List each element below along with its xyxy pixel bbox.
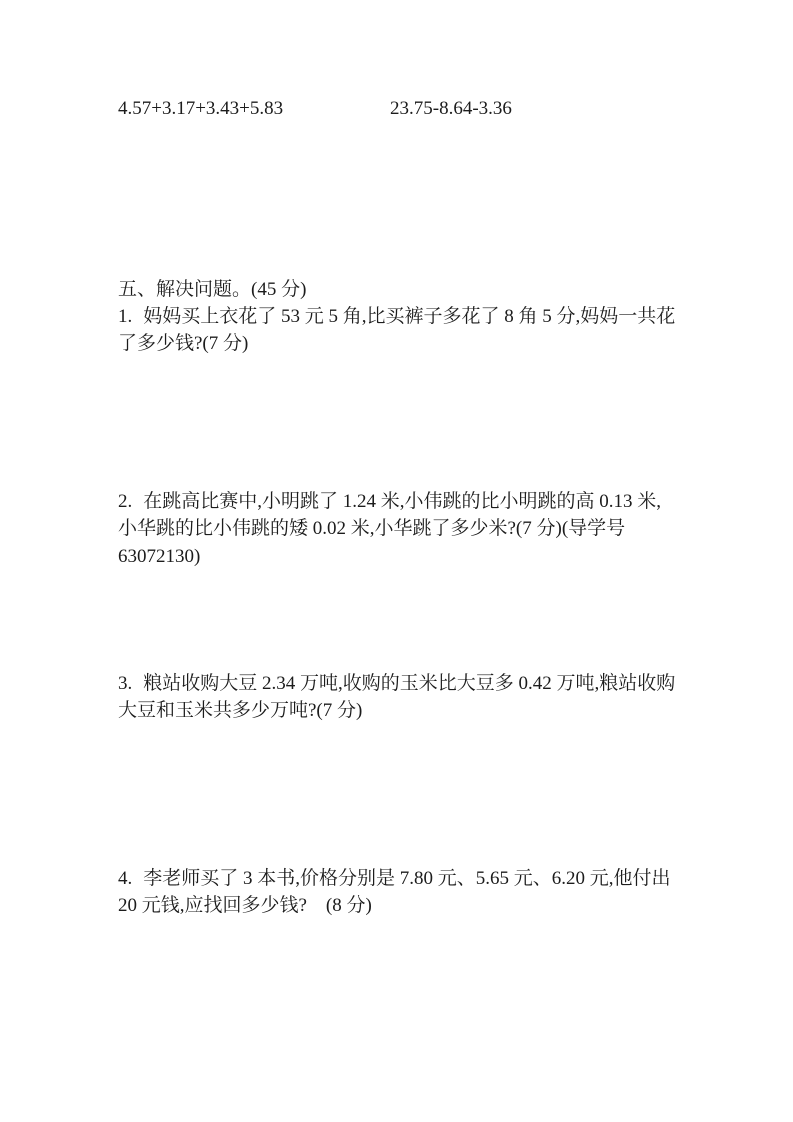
- problem-1-number: 1.: [118, 306, 133, 327]
- problem-3: [118, 670, 678, 725]
- problem-2-number: 2.: [118, 491, 133, 512]
- problem-4-number: 4.: [118, 868, 133, 889]
- problem-4: [118, 865, 678, 920]
- problem-3-number: 3.: [118, 673, 133, 694]
- problem-1-text: 妈妈买上衣花了 53 元 5 角,比买裤子多花了 8 角 5 分,妈妈一共花了多少钱?(7 分): [118, 306, 676, 355]
- calculation-row: [118, 95, 718, 123]
- section-heading: 五、解决问题。(45 分): [118, 279, 307, 300]
- expression-right: 23.75-8.64-3.36: [390, 98, 512, 119]
- expression-left: 4.57+3.17+3.43+5.83: [118, 98, 284, 119]
- problem-3-text: 粮站收购大豆 2.34 万吨,收购的玉米比大豆多 0.42 万吨,粮站收购大豆和玉米共多少万吨?(7 分): [118, 673, 676, 722]
- problem-2-text: 在跳高比赛中,小明跳了 1.24 米,小伟跳的比小明跳的高 0.13 米,小华跳的比小伟跳的矮 0.02 米,小华跳了多少米?(7 分)(导学号 63072130): [118, 491, 662, 567]
- problem-1: [118, 303, 678, 358]
- problem-4-text: 李老师买了 3 本书,价格分别是 7.80 元、5.65 元、6.20 元,他付出 20 元钱,应找回多少钱? (8 分): [118, 868, 676, 917]
- problem-2: [118, 488, 678, 570]
